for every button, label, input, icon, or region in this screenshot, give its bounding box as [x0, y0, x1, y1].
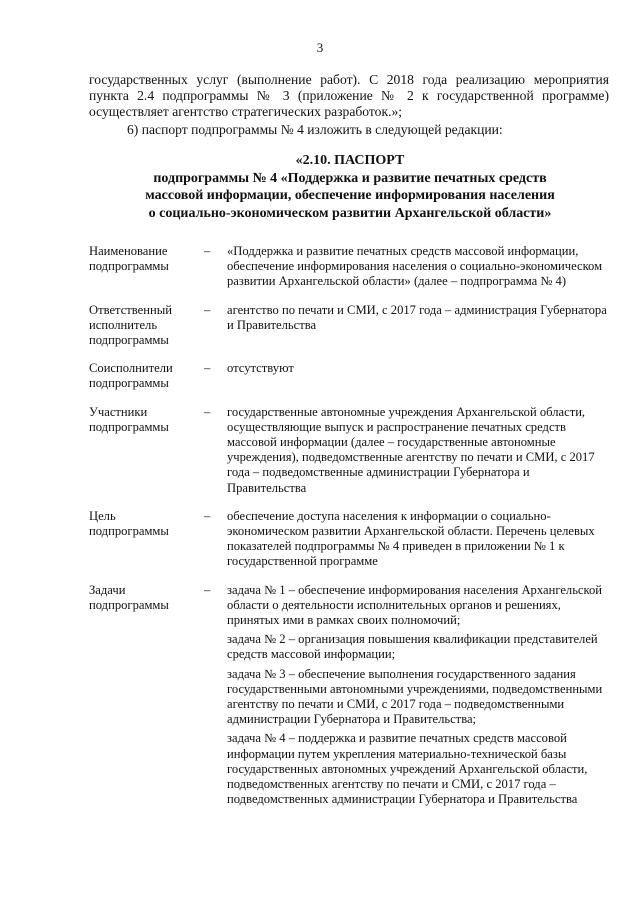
row-value: государственные автономные учреждения Архангельской области, осуществляющие выпуск и распространение печатных средств массовой информации (далее – государственные автономные учреждения), подведомственные агентству по печати и СМИ, с 2017 года – подведомственные администрации Губернатора и Правительства	[227, 404, 595, 495]
passport-row-coexecutors	[89, 361, 609, 391]
passport-row-participants	[89, 405, 609, 496]
row-dash: –	[204, 244, 211, 258]
row-dash: –	[204, 508, 211, 523]
row-value: агентство по печати и СМИ, с 2017 года – администрация Губернатора и Правительства	[227, 302, 607, 332]
passport-row-responsible	[89, 303, 609, 349]
row-dash: –	[204, 302, 211, 317]
intro-paragraph: государственных услуг (выполнение работ). С 2018 года реализацию мероприятия пункта 2.4 подпрограммы № 3 (приложение № 2 к государственной программе) осуществляет агентство стратегических разработок.»;	[89, 72, 609, 119]
title-line-1: «2.10. ПАСПОРТ	[295, 153, 405, 168]
passport-title	[60, 152, 640, 222]
row-label: Ответственный исполнитель подпрограммы	[89, 302, 172, 348]
task-item: задача № 4 – поддержка и развитие печатных средств массовой информации путем укрепления материально-технической базы государственных автономных учреждений Архангельской области, подведомственных агентству по печати и СМИ, с 2017 года – подведомственных администрации Губернатора и Правительства	[227, 731, 588, 807]
title-line-4: о социально-экономическом развитии Архангельской области»	[148, 205, 552, 221]
task-item: задача № 3 – обеспечение выполнения государственного задания государственными автономными учреждениями, подведомственными агентству по печати и СМИ, с 2017 года – подведомственными администрации Губернатора и Правительства;	[227, 666, 603, 727]
passport-row-goal	[89, 509, 609, 570]
row-dash: –	[204, 361, 211, 376]
row-label: Наименование подпрограммы	[89, 244, 169, 274]
row-label: Цель подпрограммы	[89, 508, 169, 539]
task-item: задача № 2 – организация повышения квалификации представителей средств массовой информации;	[227, 632, 598, 662]
row-label: Задачи подпрограммы	[89, 582, 169, 612]
row-value	[227, 583, 609, 812]
task-item: задача № 1 – обеспечение информирования населения Архангельской области о деятельности исполнительных органов и решениях, принятых ими в рамках своих полномочий;	[227, 582, 603, 628]
title-line-2: подпрограммы № 4 «Поддержка и развитие печатных средств	[153, 170, 547, 186]
row-value: обеспечение доступа населения к информации о социально-экономическом развитии Архангельской области. Перечень целевых показателей подпрограммы № 4 приведен в приложении № 1 к государственной программе	[227, 508, 595, 569]
row-label: Соисполнители подпрограммы	[89, 361, 173, 391]
page-number: 3	[316, 40, 324, 55]
passport-row-name	[89, 244, 609, 290]
row-label: Участники подпрограммы	[89, 404, 169, 434]
row-dash: –	[204, 582, 211, 597]
intro-item-6: 6) паспорт подпрограммы № 4 изложить в следующей редакции:	[127, 122, 503, 137]
row-value: отсутствуют	[227, 361, 294, 376]
title-line-3: массовой информации, обеспечение информирования населения	[145, 188, 555, 203]
row-value: «Поддержка и развитие печатных средств массовой информации, обеспечение информирования населения о социально-экономическом развитии Архангельской области» (далее – подпрограмма № 4)	[227, 244, 603, 289]
passport-table	[89, 244, 609, 812]
row-dash: –	[204, 404, 211, 419]
intro-text	[89, 72, 609, 138]
passport-row-tasks	[89, 583, 609, 812]
